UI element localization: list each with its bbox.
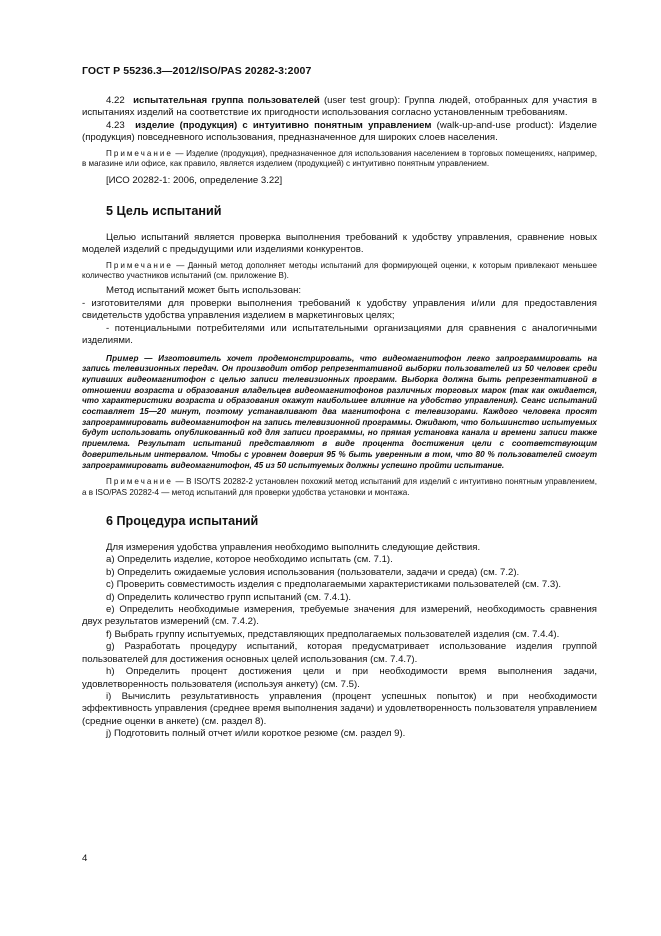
procedure-step: d) Определить количество групп испытаний (см. 7.4.1). [106,591,352,603]
procedure-step: e) Определить необходимые измерения, требуемые значения для измерений, необходимость сравнения двух результатов измерений (см. 7.4.2). [82,604,597,628]
note-text: — В ISO/TS 20282-2 установлен похожий метод испытаний для изделий с интуитивно понятным управлением, а в ISO/PAS 20282-4 — метод испытаний для проверки удобства установки и монтажа. [82,477,597,497]
section-6-heading: 6 Процедура испытаний [106,514,259,529]
procedure-step: j) Подготовить полный отчет и/или короткое резюме (см. раздел 9). [106,728,406,740]
bullet-item: - потенциальными потребителями или испытательными организациями для сравнения с аналогичными изделиями. [82,322,597,347]
note-paragraph [82,149,597,170]
procedure-step: f) Выбрать группу испытуемых, представляющих предполагаемых пользователей изделия (см. 7.4.4). [106,628,560,640]
definition-4-23 [82,120,597,145]
definition-text: (walk-up-and-use product): Изделие (продукция) повседневного использования, предназначенное для широких слоев населения. [82,119,597,144]
procedure-step: i) Вычислить результативность управления (процент успешных попыток) и при необходимости эффективность управления (среднее время выполнения задачи) и удовлетворенность пользователя управлением (средние оценки в анкете) (см. раздел 8). [82,690,597,727]
procedure-step: g) Разработать процедуру испытаний, которая предусматривает использование изделия группой пользователей для достижения основных целей использования (см. 7.4.7). [82,641,597,665]
procedure-step: c) Проверить совместимость изделия с предполагаемыми характеристиками пользователей (см. 7.3). [106,579,562,591]
note-label: Примечание [106,148,173,158]
definition-number: 4.23 [106,119,125,131]
definition-term: изделие (продукция) с интуитивно понятным управлением [135,119,432,131]
example-paragraph [82,354,597,472]
procedure-step: a) Определить изделие, которое необходимо испытать (см. 7.1). [106,554,393,566]
note-text: — Данный метод дополняет методы испытаний для формирующей оценки, к которым привлекают меньшее количество участников испытаний (см. приложение В). [82,260,597,281]
note-paragraph [82,477,597,498]
procedure-step: b) Определить ожидаемые условия использования (пользователи, задачи и среда) (см. 7.2). [106,566,520,578]
document-header: ГОСТ Р 55236.3—2012/ISO/PAS 20282-3:2007 [82,65,312,77]
example-text: — Изготовитель хочет продемонстрировать, что видеомагнитофон легко запрограммировать на запись телевизионных передач. Он производит отбор репрезентативной выборки пользователей из 50 человек среди купивших видеомагнитофон с целью записи телевизионных программ. Выборка должна быть репрезентативной в отношении возраста и образования владельцев видеомагнитофонов различных торговых марок (так как ожидается, что характеристики возраста и образования окажут наибольшее влияние на удобство управления). Сеанс испытаний составляет 15—20 минут, поэтому устанавливают два магнитофона с телевизорами. Каждого человека просят запрограммировать видеомагнитофон на запись телевизионной программы. Ожидают, что большинство испытуемых будут использовать опубликованный код для записи программы, но прямая установка канала и времени записи также приемлема. Результат испытаний представляют в виде процента достижения цели с соответствующим доверительным интервалом. Чтобы с уровнем доверия 95 % быть уверенным в том, что 80 % пользователей смогут запрограммировать видеомагнитофон, 45 из 50 испытуемых должны успешно пройти испытание. [82,353,597,470]
page-content [82,95,597,741]
procedure-step: h) Определить процент достижения цели и при необходимости время выполнения задачи, удовлетворенность пользователя (используя анкету) (см. 7.5). [82,666,597,690]
note-label: Примечание [106,260,173,270]
section-5-paragraph: Целью испытаний является проверка выполнения требований к удобству управления, сравнение новых моделей изделий с предыдущими или изделиями конкурентов. [82,231,597,256]
bullet-item: - изготовителями для проверки выполнения требований к удобству управления и/или для предоставления свидетельств удобства управления изделием в маркетинговых целях; [82,297,597,322]
section-6-intro: Для измерения удобства управления необходимо выполнить следующие действия. [106,542,481,554]
definition-term: испытательная группа пользователей [133,95,320,106]
section-5-paragraph: Метод испытаний может быть использован: [106,285,302,297]
definition-text: (user test group): Группа людей, отобранных для участия в испытаниях изделий на соответствие их пригодности использования согласно установленным требованиям. [82,95,597,119]
section-5-heading: 5 Цель испытаний [106,203,222,218]
definition-number: 4.22 [106,95,125,106]
note-text: — Изделие (продукция), предназначенное для использования населением в торговых помещениях, например, в магазине или офисе, как правило, является изделием (продукцией) с интуитивно понятным управлением. [82,148,597,169]
source-reference: [ИСО 20282-1: 2006, определение 3.22] [106,175,283,187]
note-label: Примечание [106,477,173,487]
note-paragraph [82,261,597,282]
example-label: Пример [106,353,139,363]
definition-4-22 [82,95,597,120]
page-number: 4 [82,853,88,864]
